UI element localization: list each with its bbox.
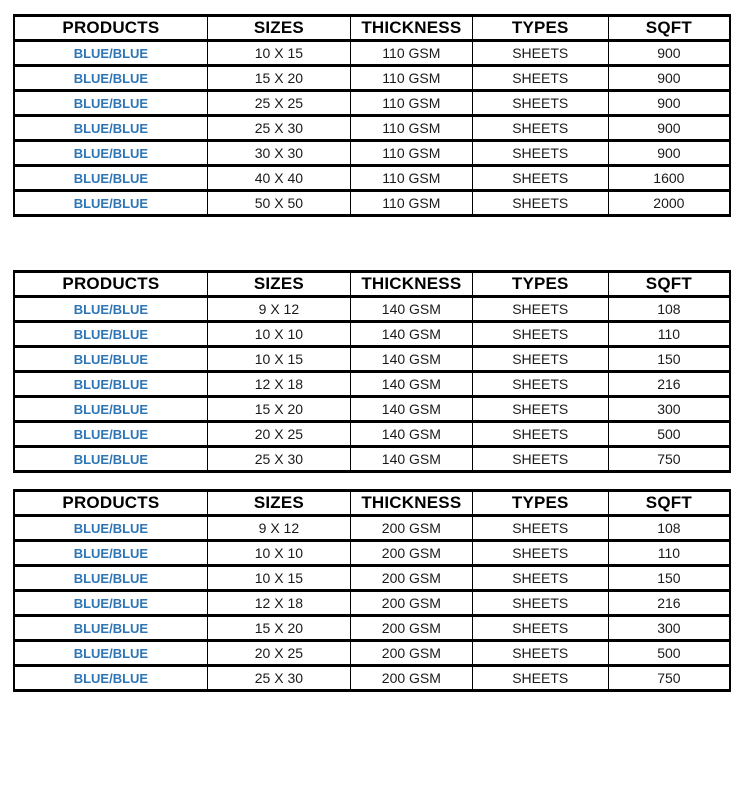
product-cell: BLUE/BLUE — [14, 516, 207, 541]
type-cell: SHEETS — [472, 541, 608, 566]
table-row — [14, 347, 730, 372]
table-row — [14, 397, 730, 422]
col-header-products: PRODUCTS — [14, 272, 207, 297]
spec-table-140gsm — [13, 270, 731, 473]
size-cell: 30 X 30 — [207, 141, 350, 166]
table-row — [14, 66, 730, 91]
header-row — [14, 491, 730, 516]
sqft-cell: 750 — [608, 666, 730, 691]
product-cell: BLUE/BLUE — [14, 541, 207, 566]
size-cell: 25 X 25 — [207, 91, 350, 116]
type-cell: SHEETS — [472, 566, 608, 591]
type-cell: SHEETS — [472, 422, 608, 447]
table-row — [14, 566, 730, 591]
product-cell: BLUE/BLUE — [14, 191, 207, 216]
type-cell: SHEETS — [472, 447, 608, 472]
size-cell: 25 X 30 — [207, 116, 350, 141]
sqft-cell: 216 — [608, 372, 730, 397]
thickness-cell: 110 GSM — [351, 166, 473, 191]
size-cell: 9 X 12 — [207, 297, 350, 322]
size-cell: 15 X 20 — [207, 397, 350, 422]
type-cell: SHEETS — [472, 616, 608, 641]
sqft-cell: 900 — [608, 116, 730, 141]
sqft-cell: 216 — [608, 591, 730, 616]
sqft-cell: 150 — [608, 566, 730, 591]
size-cell: 20 X 25 — [207, 641, 350, 666]
product-cell: BLUE/BLUE — [14, 641, 207, 666]
thickness-cell: 110 GSM — [351, 191, 473, 216]
size-cell: 12 X 18 — [207, 372, 350, 397]
col-header-thickness: THICKNESS — [351, 16, 473, 41]
table-row — [14, 322, 730, 347]
col-header-types: TYPES — [472, 16, 608, 41]
col-header-sqft: SQFT — [608, 491, 730, 516]
col-header-thickness: THICKNESS — [351, 272, 473, 297]
type-cell: SHEETS — [472, 191, 608, 216]
product-cell: BLUE/BLUE — [14, 447, 207, 472]
sqft-cell: 300 — [608, 397, 730, 422]
size-cell: 10 X 15 — [207, 347, 350, 372]
table-row — [14, 297, 730, 322]
col-header-sqft: SQFT — [608, 16, 730, 41]
thickness-cell: 200 GSM — [351, 591, 473, 616]
sqft-cell: 108 — [608, 516, 730, 541]
size-cell: 10 X 15 — [207, 566, 350, 591]
col-header-products: PRODUCTS — [14, 491, 207, 516]
thickness-cell: 110 GSM — [351, 66, 473, 91]
product-cell: BLUE/BLUE — [14, 566, 207, 591]
type-cell: SHEETS — [472, 66, 608, 91]
product-cell: BLUE/BLUE — [14, 116, 207, 141]
type-cell: SHEETS — [472, 41, 608, 66]
product-cell: BLUE/BLUE — [14, 66, 207, 91]
table-row — [14, 91, 730, 116]
col-header-products: PRODUCTS — [14, 16, 207, 41]
col-header-types: TYPES — [472, 491, 608, 516]
table-row — [14, 372, 730, 397]
table-row — [14, 541, 730, 566]
table-row — [14, 422, 730, 447]
product-cell: BLUE/BLUE — [14, 591, 207, 616]
thickness-cell: 140 GSM — [351, 447, 473, 472]
table-row — [14, 641, 730, 666]
sqft-cell: 108 — [608, 297, 730, 322]
sqft-cell: 900 — [608, 41, 730, 66]
table-row — [14, 41, 730, 66]
thickness-cell: 140 GSM — [351, 397, 473, 422]
product-cell: BLUE/BLUE — [14, 166, 207, 191]
spec-table-200gsm — [13, 489, 731, 692]
sqft-cell: 900 — [608, 141, 730, 166]
product-cell: BLUE/BLUE — [14, 91, 207, 116]
size-cell: 10 X 15 — [207, 41, 350, 66]
sqft-cell: 300 — [608, 616, 730, 641]
type-cell: SHEETS — [472, 166, 608, 191]
size-cell: 12 X 18 — [207, 591, 350, 616]
type-cell: SHEETS — [472, 347, 608, 372]
type-cell: SHEETS — [472, 516, 608, 541]
sqft-cell: 110 — [608, 541, 730, 566]
size-cell: 25 X 30 — [207, 447, 350, 472]
sqft-cell: 500 — [608, 422, 730, 447]
thickness-cell: 200 GSM — [351, 641, 473, 666]
thickness-cell: 200 GSM — [351, 666, 473, 691]
thickness-cell: 110 GSM — [351, 41, 473, 66]
product-cell: BLUE/BLUE — [14, 141, 207, 166]
thickness-cell: 110 GSM — [351, 141, 473, 166]
type-cell: SHEETS — [472, 116, 608, 141]
header-row — [14, 272, 730, 297]
thickness-cell: 200 GSM — [351, 541, 473, 566]
type-cell: SHEETS — [472, 141, 608, 166]
sqft-cell: 1600 — [608, 166, 730, 191]
thickness-cell: 140 GSM — [351, 372, 473, 397]
sqft-cell: 150 — [608, 347, 730, 372]
product-cell: BLUE/BLUE — [14, 666, 207, 691]
thickness-cell: 110 GSM — [351, 116, 473, 141]
header-row — [14, 16, 730, 41]
thickness-cell: 200 GSM — [351, 516, 473, 541]
sqft-cell: 500 — [608, 641, 730, 666]
type-cell: SHEETS — [472, 91, 608, 116]
type-cell: SHEETS — [472, 397, 608, 422]
col-header-types: TYPES — [472, 272, 608, 297]
sqft-cell: 750 — [608, 447, 730, 472]
size-cell: 40 X 40 — [207, 166, 350, 191]
product-cell: BLUE/BLUE — [14, 616, 207, 641]
thickness-cell: 140 GSM — [351, 322, 473, 347]
size-cell: 10 X 10 — [207, 322, 350, 347]
size-cell: 15 X 20 — [207, 66, 350, 91]
col-header-sizes: SIZES — [207, 272, 350, 297]
col-header-sizes: SIZES — [207, 16, 350, 41]
product-cell: BLUE/BLUE — [14, 347, 207, 372]
type-cell: SHEETS — [472, 322, 608, 347]
size-cell: 15 X 20 — [207, 616, 350, 641]
product-cell: BLUE/BLUE — [14, 322, 207, 347]
size-cell: 10 X 10 — [207, 541, 350, 566]
thickness-cell: 110 GSM — [351, 91, 473, 116]
table-row — [14, 141, 730, 166]
table-row — [14, 166, 730, 191]
product-cell: BLUE/BLUE — [14, 372, 207, 397]
col-header-sizes: SIZES — [207, 491, 350, 516]
thickness-cell: 140 GSM — [351, 422, 473, 447]
table-row — [14, 116, 730, 141]
product-cell: BLUE/BLUE — [14, 41, 207, 66]
table-row — [14, 591, 730, 616]
size-cell: 20 X 25 — [207, 422, 350, 447]
thickness-cell: 200 GSM — [351, 616, 473, 641]
size-cell: 25 X 30 — [207, 666, 350, 691]
thickness-cell: 200 GSM — [351, 566, 473, 591]
product-cell: BLUE/BLUE — [14, 397, 207, 422]
type-cell: SHEETS — [472, 591, 608, 616]
spec-table-110gsm — [13, 14, 731, 217]
type-cell: SHEETS — [472, 666, 608, 691]
type-cell: SHEETS — [472, 297, 608, 322]
product-cell: BLUE/BLUE — [14, 422, 207, 447]
sqft-cell: 2000 — [608, 191, 730, 216]
table-row — [14, 191, 730, 216]
sqft-cell: 900 — [608, 91, 730, 116]
type-cell: SHEETS — [472, 641, 608, 666]
sqft-cell: 110 — [608, 322, 730, 347]
table-row — [14, 666, 730, 691]
product-cell: BLUE/BLUE — [14, 297, 207, 322]
size-cell: 9 X 12 — [207, 516, 350, 541]
thickness-cell: 140 GSM — [351, 297, 473, 322]
table-row — [14, 447, 730, 472]
size-cell: 50 X 50 — [207, 191, 350, 216]
col-header-sqft: SQFT — [608, 272, 730, 297]
table-row — [14, 516, 730, 541]
sqft-cell: 900 — [608, 66, 730, 91]
type-cell: SHEETS — [472, 372, 608, 397]
thickness-cell: 140 GSM — [351, 347, 473, 372]
table-row — [14, 616, 730, 641]
col-header-thickness: THICKNESS — [351, 491, 473, 516]
